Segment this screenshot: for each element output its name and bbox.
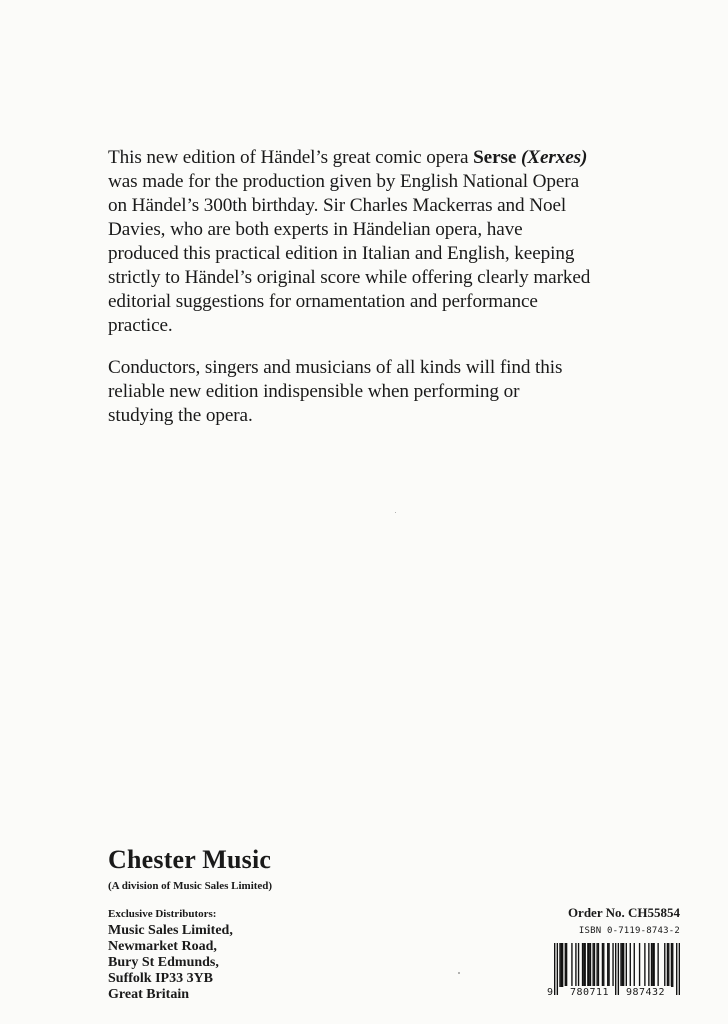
blurb-paragraph-2	[108, 356, 628, 428]
barcode-bar	[612, 943, 613, 987]
barcode-bar	[626, 943, 627, 987]
blurb-text	[108, 146, 628, 428]
blurb-line: strictly to Händel’s original score while offering clearly marked	[108, 267, 591, 288]
barcode-bar	[592, 943, 593, 987]
opera-title: Serse	[473, 147, 517, 168]
barcode-digits	[547, 986, 680, 1000]
address-line: Newmarket Road,	[108, 939, 217, 954]
address-line: Bury St Edmunds,	[108, 955, 219, 970]
address-line: Suffolk IP33 3YB	[108, 971, 214, 986]
address-line: Music Sales Limited,	[108, 923, 233, 938]
barcode-bar	[587, 943, 588, 987]
barcode-bar	[630, 943, 631, 987]
barcode-bar	[603, 943, 604, 987]
barcode-bar	[561, 943, 562, 987]
barcode-first-digit: 9	[547, 987, 554, 998]
distributor-address	[108, 923, 438, 1003]
blurb-line: reliable new edition indispensible when performing or	[108, 381, 520, 402]
opera-title-english: (Xerxes)	[520, 147, 588, 168]
barcode-bar	[607, 943, 608, 987]
blurb-line-text: This new edition of Händel’s great comic opera	[108, 147, 474, 168]
barcode-bar	[559, 943, 560, 987]
barcode-bar	[590, 943, 591, 987]
barcode-bar	[634, 943, 635, 987]
isbn-number: ISBN 0-7119-8743-2	[578, 926, 680, 936]
order-number: Order No. CH55854	[567, 905, 680, 920]
barcode-bar	[598, 943, 599, 987]
barcode-bar	[651, 943, 652, 987]
barcode-bar	[583, 943, 584, 987]
blurb-line: practice.	[108, 315, 173, 336]
barcode-bar	[672, 943, 673, 987]
barcode-bar	[608, 943, 609, 987]
barcode-bar	[565, 943, 566, 987]
publisher-block	[108, 845, 438, 1003]
barcode-right-digits: 987432	[620, 986, 671, 1000]
barcode-bar	[652, 943, 653, 987]
blurb-line: studying the opera.	[108, 405, 253, 426]
order-block	[548, 905, 680, 1001]
barcode-bar	[571, 943, 572, 987]
barcode-bar	[594, 943, 595, 987]
barcode-bar	[566, 943, 567, 987]
blurb-line: was made for the production given by English National Opera	[108, 171, 579, 192]
publisher-division: (A division of Music Sales Limited)	[108, 880, 273, 892]
barcode-bar	[664, 943, 665, 987]
barcode-bar	[620, 943, 621, 987]
barcode-bar	[657, 943, 658, 987]
distributors-label: Exclusive Distributors:	[108, 908, 217, 920]
blurb-paragraph-1	[108, 146, 628, 338]
barcode-bar	[596, 943, 597, 987]
blurb-line: on Händel’s 300th birthday. Sir Charles Mackerras and Noel	[108, 195, 567, 216]
publisher-name: Chester Music	[108, 845, 272, 874]
barcode-bar	[588, 943, 589, 987]
barcode-bar	[667, 943, 668, 987]
barcode-bar	[582, 943, 583, 987]
barcode-bar	[602, 943, 603, 987]
barcode-bar	[578, 943, 579, 987]
barcode-bar	[644, 943, 645, 987]
barcode-bar	[639, 943, 640, 987]
barcode-bar	[562, 943, 563, 987]
barcode-bar	[622, 943, 623, 987]
barcode-bar	[575, 943, 576, 987]
paper-speck	[395, 512, 396, 513]
blurb-line: Conductors, singers and musicians of all kinds will find this	[108, 357, 563, 378]
barcode-left-digits: 780711	[564, 986, 615, 1000]
blurb-line: Davies, who are both experts in Händelian opera, have	[108, 219, 523, 240]
barcode-bar	[648, 943, 649, 987]
barcode-bar	[671, 943, 672, 987]
barcode-bar	[585, 943, 586, 987]
barcode-bar	[653, 943, 654, 987]
barcode	[547, 943, 680, 1001]
blurb-line: produced this practical edition in Italian and English, keeping	[108, 243, 575, 264]
barcode-bar	[668, 943, 669, 987]
address-line: Great Britain	[108, 987, 190, 1002]
blurb-line	[108, 146, 628, 170]
blurb-line: editorial suggestions for ornamentation and performance	[108, 291, 538, 312]
paper-speck	[458, 972, 460, 974]
barcode-bar	[623, 943, 624, 987]
